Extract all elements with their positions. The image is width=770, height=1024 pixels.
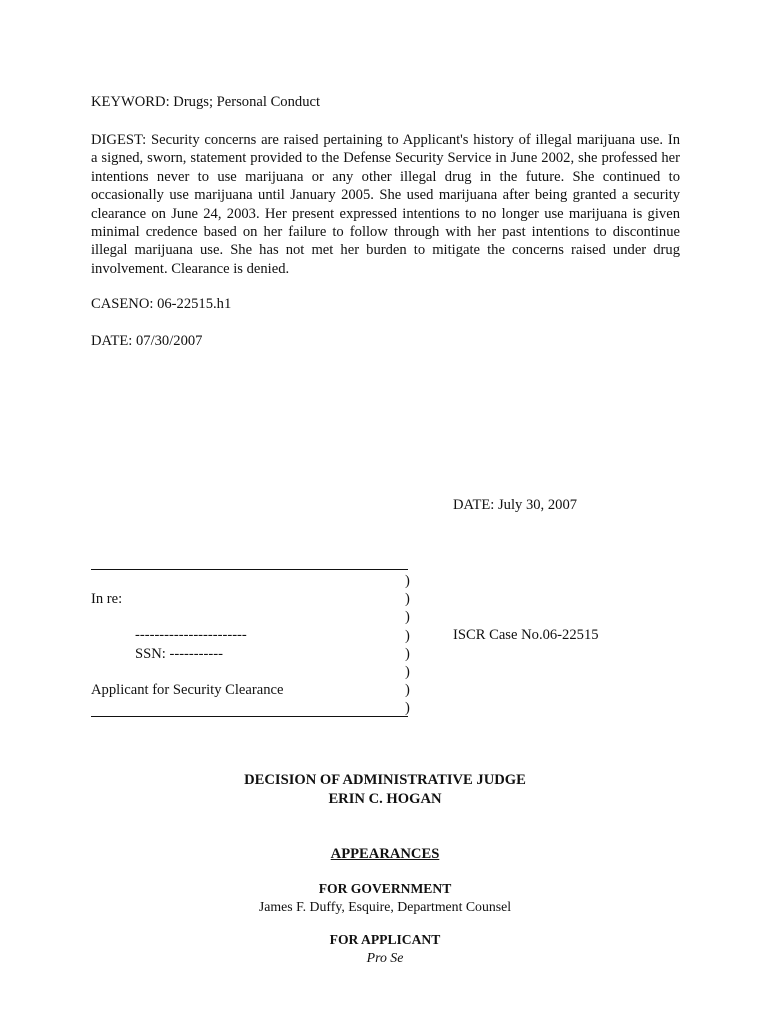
digest-line: DIGEST: Security concerns are raised pertaining to Applicant's history of illegal marijuana use. In [91,132,680,148]
paren-mark: ) [405,591,410,608]
applicant-label: Applicant for Security Clearance [91,682,284,698]
paren-mark: ) [405,682,410,699]
header-date: DATE: 07/30/2007 [91,333,203,349]
caption-bottom-rule [91,716,408,717]
caption-top-rule [91,569,408,570]
paren-mark: ) [405,573,410,589]
paren-mark: ) [405,609,410,626]
digest-line: illegal marijuana use. She has not met her burden to mitigate the concerns raised under drug [91,242,680,259]
for-government-heading: FOR GOVERNMENT [318,881,452,896]
government-counsel: James F. Duffy, Esquire, Department Counsel [258,899,512,914]
paren-mark: ) [405,663,410,680]
iscr-case-number: ISCR Case No.06-22515 [453,627,599,643]
digest-line: intentions never to use marijuana or any other illegal drug in the future. She continued to [91,168,680,185]
decision-date: DATE: July 30, 2007 [453,497,578,513]
digest-line: minimal credence based on her failure to follow through with her past intentions to discontinue [91,223,680,240]
digest-paragraph [91,131,680,278]
in-re-label: In re: [91,591,123,607]
paren-mark: ) [405,700,410,717]
digest-line: involvement. Clearance is denied. [91,260,290,277]
redacted-ssn: SSN: ----------- [135,646,223,662]
paren-mark: ) [405,627,410,644]
judge-name: ERIN C. HOGAN [328,791,442,807]
keyword-line: KEYWORD: Drugs; Personal Conduct [91,94,321,110]
for-applicant-heading: FOR APPLICANT [329,932,441,947]
case-number: CASENO: 06-22515.h1 [91,296,232,312]
paren-mark: ) [405,645,410,662]
applicant-counsel: Pro Se [366,950,404,965]
redacted-name: ----------------------- [135,627,247,643]
decision-title: DECISION OF ADMINISTRATIVE JUDGE [244,772,526,788]
digest-line: occasionally use marijuana until January 2005. She used marijuana after being granted a security [91,187,680,204]
appearances-heading: APPEARANCES [330,846,440,862]
caption-parentheses [405,572,410,718]
digest-line: a signed, sworn, statement provided to the Defense Security Service in June 2002, she professed her [91,150,680,167]
digest-line: clearance on June 24, 2003. Her present expressed intentions to no longer use marijuana is given [91,205,680,222]
